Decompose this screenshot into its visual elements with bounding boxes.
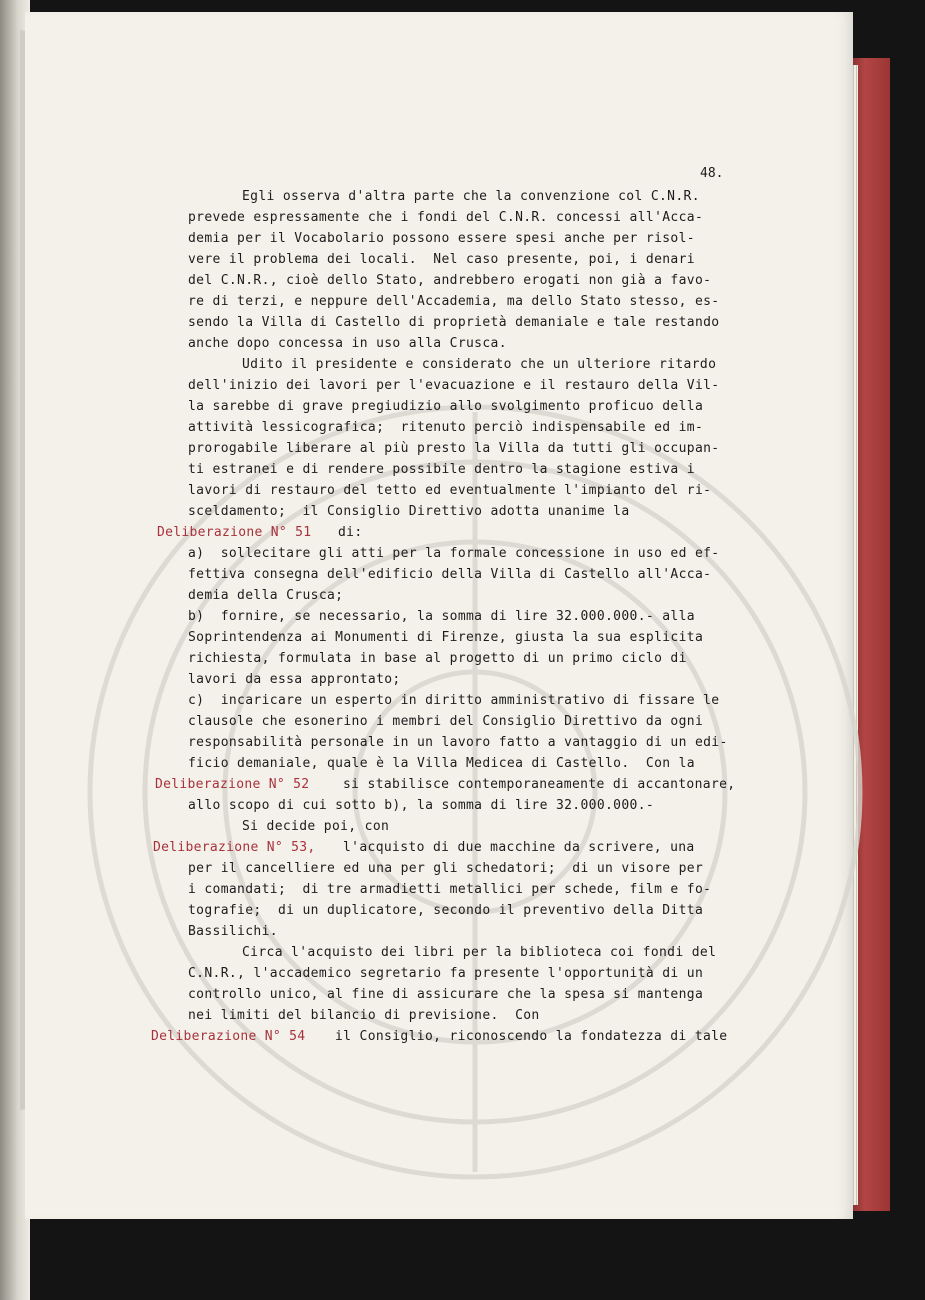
text-line: tografie; di un duplicatore, secondo il preventivo della Ditta	[188, 903, 704, 918]
document-page	[25, 12, 853, 1219]
text-line: Egli osserva d'altra parte che la convenzione col C.N.R.	[242, 189, 700, 204]
text-line: richiesta, formulata in base al progetto di un primo ciclo di	[188, 651, 687, 666]
text-line: il Consiglio, riconoscendo la fondatezza di tale	[335, 1029, 728, 1044]
text-line: clausole che esonerino i membri del Consiglio Direttivo da ogni	[188, 714, 704, 729]
text-line: i comandati; di tre armadietti metallici per schede, film e fo-	[188, 882, 712, 897]
text-line: di:	[338, 525, 363, 540]
text-line: l'acquisto di due macchine da scrivere, una	[343, 840, 695, 855]
text-line: prevede espressamente che i fondi del C.N.R. concessi all'Acca-	[188, 210, 704, 225]
text-line: prorogabile liberare al più presto la Villa da tutti gli occupan-	[188, 441, 720, 456]
text-line: per il cancelliere ed una per gli schedatori; di un visore per	[188, 861, 704, 876]
text-line: b) fornire, se necessario, la somma di lire 32.000.000.- alla	[188, 609, 695, 624]
text-line: c) incaricare un esperto in diritto amministrativo di fissare le	[188, 693, 720, 708]
margin-note-deliberazione-53: Deliberazione N° 53,	[153, 840, 316, 855]
text-line: si stabilisce contemporaneamente di accantonare,	[343, 777, 736, 792]
text-line: C.N.R., l'accademico segretario fa presente l'opportunità di un	[188, 966, 704, 981]
text-line: vere il problema dei locali. Nel caso presente, poi, i denari	[188, 252, 695, 267]
text-line: controllo unico, al fine di assicurare che la spesa si mantenga	[188, 987, 704, 1002]
text-line: anche dopo concessa in uso alla Crusca.	[188, 336, 507, 351]
text-line: Soprintendenza ai Monumenti di Firenze, giusta la sua esplicita	[188, 630, 704, 645]
text-line: dell'inizio dei lavori per l'evacuazione e il restauro della Vil-	[188, 378, 720, 393]
text-line: la sarebbe di grave pregiudizio allo svolgimento proficuo della	[188, 399, 704, 414]
text-line: responsabilità personale in un lavoro fatto a vantaggio di un edi-	[188, 735, 728, 750]
text-line: lavori da essa approntato;	[188, 672, 401, 687]
text-line: lavori di restauro del tetto ed eventualmente l'impianto del ri-	[188, 483, 712, 498]
text-line: Udito il presidente e considerato che un ulteriore ritardo	[242, 357, 717, 372]
text-line: sendo la Villa di Castello di proprietà demaniale e tale restando	[188, 315, 720, 330]
text-line: fettiva consegna dell'edificio della Villa di Castello all'Acca-	[188, 567, 712, 582]
page-number: 48.	[700, 166, 724, 181]
text-line: attività lessicografica; ritenuto perciò indispensabile ed im-	[188, 420, 704, 435]
text-line: demia della Crusca;	[188, 588, 344, 603]
text-line: ficio demaniale, quale è la Villa Medicea di Castello. Con la	[188, 756, 695, 771]
text-line: re di terzi, e neppure dell'Accademia, ma dello Stato stesso, es-	[188, 294, 720, 309]
text-line: del C.N.R., cioè dello Stato, andrebbero erogati non già a favo-	[188, 273, 712, 288]
text-line: Circa l'acquisto dei libri per la biblioteca coi fondi del	[242, 945, 717, 960]
margin-note-deliberazione-51: Deliberazione N° 51	[157, 525, 312, 540]
text-line: sceldamento; il Consiglio Direttivo adotta unanime la	[188, 504, 630, 519]
text-line: a) sollecitare gli atti per la formale concessione in uso ed ef-	[188, 546, 720, 561]
text-line: demia per il Vocabolario possono essere spesi anche per risol-	[188, 231, 695, 246]
margin-note-deliberazione-54: Deliberazione N° 54	[151, 1029, 306, 1044]
text-line: ti estranei e di rendere possibile dentro la stagione estiva i	[188, 462, 695, 477]
margin-note-deliberazione-52: Deliberazione N° 52	[155, 777, 310, 792]
text-line: Bassilichi.	[188, 924, 278, 939]
text-line: nei limiti del bilancio di previsione. Con	[188, 1008, 540, 1023]
text-line: allo scopo di cui sotto b), la somma di lire 32.000.000.-	[188, 798, 655, 813]
text-line: Si decide poi, con	[242, 819, 390, 834]
